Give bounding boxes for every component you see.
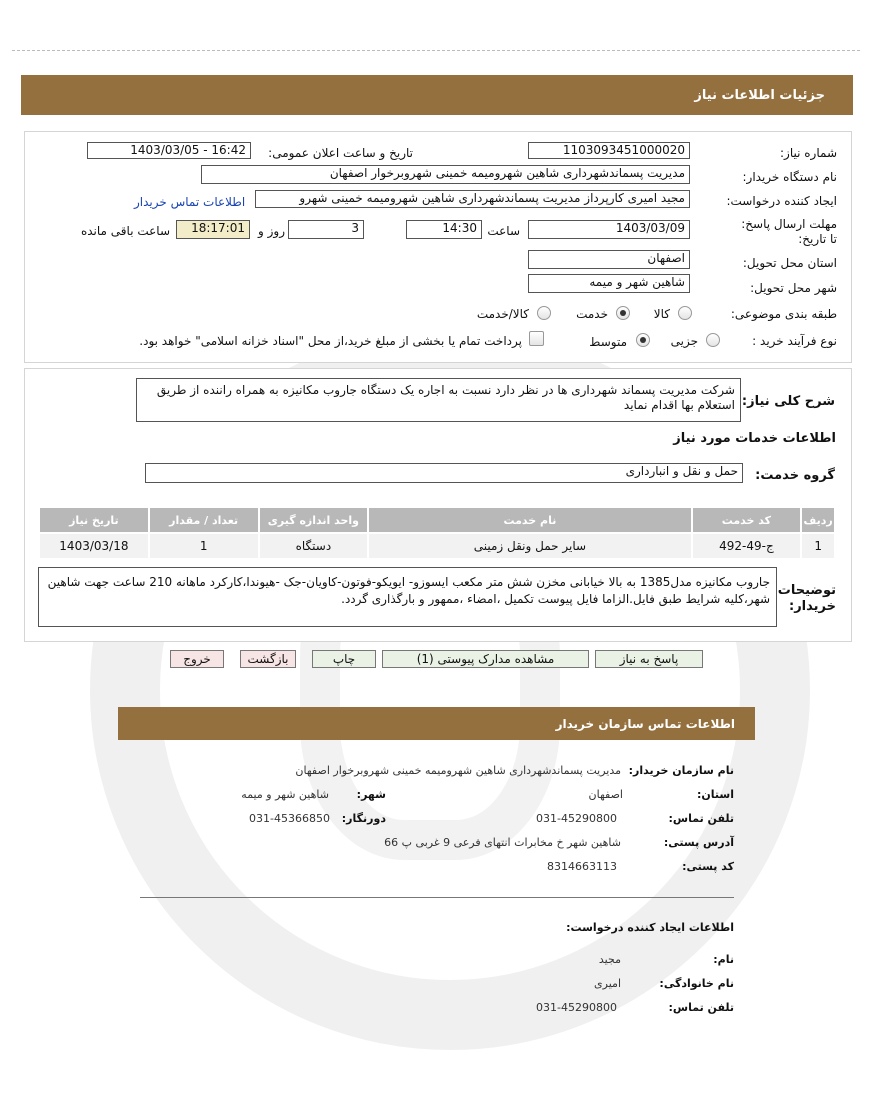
category-service-label: خدمت xyxy=(576,307,608,321)
creator-label: ایجاد کننده درخواست: xyxy=(726,194,837,208)
services-table-wrap xyxy=(38,506,836,560)
process-minor-radio[interactable] xyxy=(706,333,720,347)
cell-service-name: سایر حمل ونقل زمینی xyxy=(369,534,690,558)
creator-name-value: مجید xyxy=(598,953,621,966)
service-group-label: گروه خدمت: xyxy=(755,468,835,483)
creator-info-title: اطلاعات ایجاد کننده درخواست: xyxy=(566,921,734,934)
cell-need-date: 1403/03/18 xyxy=(40,534,148,558)
category-service-radio[interactable] xyxy=(616,306,630,320)
table-row xyxy=(40,534,834,558)
contact-org-label: نام سازمان خریدار: xyxy=(628,764,734,777)
category-goods-service-label: کالا/خدمت xyxy=(476,307,529,321)
days-label: روز و xyxy=(258,224,285,238)
col-quantity: تعداد / مقدار xyxy=(150,508,258,532)
exit-button[interactable]: خروج xyxy=(170,650,224,668)
contact-province-value: اصفهان xyxy=(588,788,623,801)
summary-field: شرکت مدیریت پسماند شهرداری ها در نظر دارد نسبت به اجاره یک دستگاه جاروب مکانیزه به همراه راننده از طریق استعلام بها اقدام نماید xyxy=(136,378,741,422)
contact-postal-value: 8314663113 xyxy=(547,860,617,873)
buyer-notes-field: جاروب مکانیزه مدل1385 به بالا خیابانی مخزن شش متر مکعب ایسوزو- ایویکو-فوتون-کاویان-جک -هیوندا،کارکرد ماهانه 210 ساعت جهت شاهین شهر،کلیه شرایط طبق فایل.الزاما فایل پیوست تکمیل ،امضاء ،ممهور و بارگذاری گردد. xyxy=(38,567,777,627)
deadline-date-field: 1403/03/09 xyxy=(528,220,690,239)
contact-header xyxy=(118,707,755,740)
buyer-contact-link[interactable]: اطلاعات تماس خریدار xyxy=(134,195,246,209)
remaining-label: ساعت باقی مانده xyxy=(80,224,170,238)
province-field: اصفهان xyxy=(528,250,690,269)
reply-button[interactable]: پاسخ به نیاز xyxy=(595,650,703,668)
category-label: طبقه بندی موضوعی: xyxy=(730,307,837,321)
category-goods-radio[interactable] xyxy=(678,306,692,320)
city-label: شهر محل تحویل: xyxy=(750,281,837,295)
contact-org-value: مدیریت پسماندشهرداری شاهین شهرومیمه خمینی شهروبرخوار اصفهان xyxy=(295,764,621,777)
deadline-time-field: 14:30 xyxy=(406,220,482,239)
process-label: نوع فرآیند خرید : xyxy=(752,334,837,348)
page-title: جزئیات اطلاعات نیاز xyxy=(694,88,825,103)
need-number-field: 1103093451000020 xyxy=(528,142,690,159)
table-header-row xyxy=(40,508,834,532)
announce-label: تاریخ و ساعت اعلان عمومی: xyxy=(268,146,413,160)
contact-postal-label: کد پستی: xyxy=(682,860,734,873)
days-field: 3 xyxy=(288,220,364,239)
creator-family-label: نام خانوادگی: xyxy=(659,977,734,990)
col-unit: واحد اندازه گیری xyxy=(260,508,368,532)
col-need-date: تاریخ نیاز xyxy=(40,508,148,532)
col-service-code: کد خدمت xyxy=(693,508,801,532)
creator-family-value: امیری xyxy=(594,977,621,990)
treasury-payment-note: پرداخت تمام یا بخشی از مبلغ خرید،از محل "اسناد خزانه اسلامی" خواهد بود. xyxy=(139,334,522,348)
category-goods-label: کالا xyxy=(653,307,670,321)
contact-fax-label: دورنگار: xyxy=(341,812,386,825)
category-goods-service-radio[interactable] xyxy=(537,306,551,320)
treasury-payment-checkbox[interactable] xyxy=(529,331,544,346)
contact-phone-label: تلفن تماس: xyxy=(668,812,734,825)
announce-field: 1403/03/05 - 16:42 xyxy=(87,142,251,159)
services-title: اطلاعات خدمات مورد نیاز xyxy=(673,431,836,446)
contact-province-label: استان: xyxy=(697,788,734,801)
process-medium-radio[interactable] xyxy=(636,333,650,347)
view-attachments-button[interactable]: مشاهده مدارک پیوستی (1) xyxy=(382,650,589,668)
back-button[interactable]: بازگشت xyxy=(240,650,296,668)
service-group-field: حمل و نقل و انبارداری xyxy=(145,463,743,483)
need-number-label: شماره نیاز: xyxy=(780,146,837,160)
deadline-label: مهلت ارسال پاسخ: تا تاریخ: xyxy=(741,217,837,246)
cell-service-code: ج-49-492 xyxy=(693,534,801,558)
creator-phone-value: 031-45290800 xyxy=(536,1001,617,1014)
page-header xyxy=(21,75,853,115)
contact-city-label: شهر: xyxy=(356,788,386,801)
top-divider xyxy=(12,50,860,51)
deadline-time-label: ساعت xyxy=(487,224,520,238)
contact-fax-value: 031-45366850 xyxy=(249,812,330,825)
cell-unit: دستگاه xyxy=(260,534,368,558)
process-minor-label: جزیی xyxy=(670,334,698,348)
creator-name-label: نام: xyxy=(713,953,734,966)
contact-address-value: شاهین شهر خ مخابرات انتهای فرعی 9 غربی پ 66 xyxy=(384,836,621,849)
buyer-notes-label: توضیحات خریدار: xyxy=(777,583,836,614)
col-row-number: ردیف xyxy=(802,508,834,532)
contact-phone-value: 031-45290800 xyxy=(536,812,617,825)
buyer-field: مدیریت پسماندشهرداری شاهین شهرومیمه خمینی شهروبرخوار اصفهان xyxy=(201,165,690,184)
province-label: استان محل تحویل: xyxy=(742,256,837,270)
summary-label: شرح کلی نیاز: xyxy=(741,394,835,409)
contact-city-value: شاهین شهر و میمه xyxy=(241,788,329,801)
process-medium-label: متوسط xyxy=(589,335,627,349)
contact-address-label: آدرس پستی: xyxy=(663,836,734,849)
cell-row-number: 1 xyxy=(802,534,834,558)
creator-field: مجید امیری کارپرداز مدیریت پسماندشهرداری شاهین شهرومیمه خمینی شهرو xyxy=(255,190,690,208)
creator-phone-label: تلفن تماس: xyxy=(668,1001,734,1014)
print-button[interactable]: چاپ xyxy=(312,650,376,668)
cell-quantity: 1 xyxy=(150,534,258,558)
city-field: شاهین شهر و میمه xyxy=(528,274,690,293)
contact-divider xyxy=(140,897,734,898)
contact-title: اطلاعات تماس سازمان خریدار xyxy=(555,717,735,731)
services-table xyxy=(38,506,836,560)
remaining-time-field: 18:17:01 xyxy=(176,220,250,239)
col-service-name: نام خدمت xyxy=(369,508,690,532)
buyer-label: نام دستگاه خریدار: xyxy=(742,170,837,184)
